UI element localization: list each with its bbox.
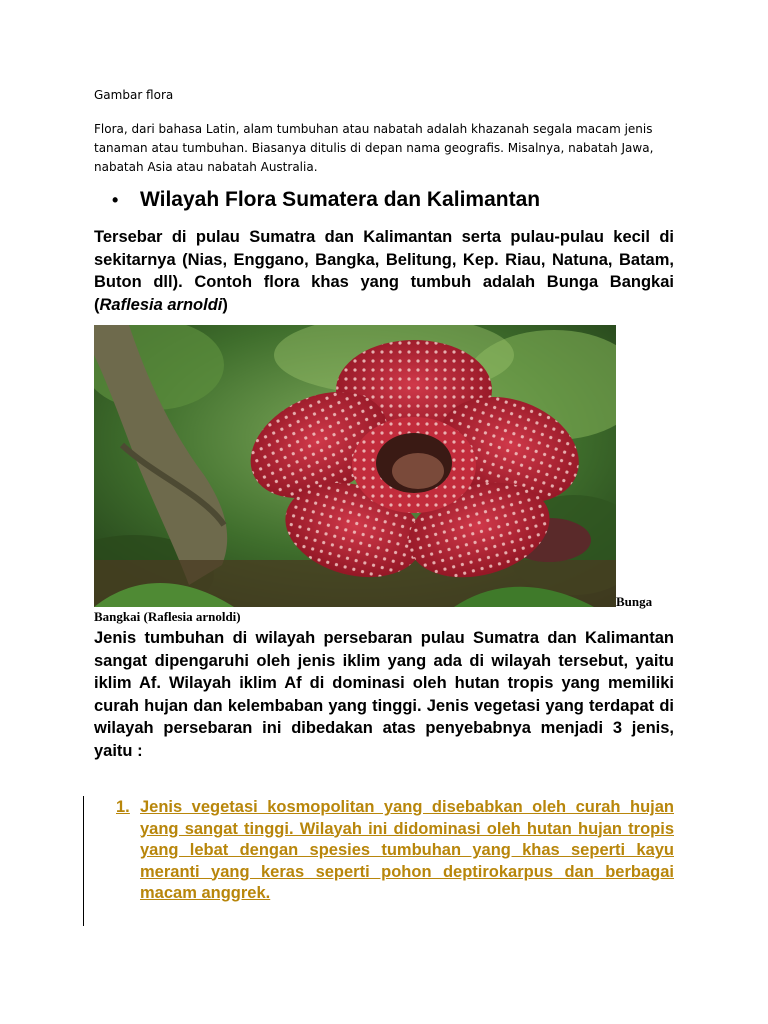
- list-item-text: Jenis vegetasi kosmopolitan yang disebabkan oleh curah hujan yang sangat tinggi. Wilayah ini didominasi oleh hutan hujan tropis yang lebat dengan spesies tumbuhan yang khas seperti kayu meranti yang keras seperti pohon deptirokarpus dan berbagai macam anggrek.: [140, 798, 674, 902]
- rafflesia-photo: [94, 325, 616, 607]
- paragraph-sebaran-text: Tersebar di pulau Sumatra dan Kalimantan serta pulau-pulau kecil di sekitarnya (Nias, Enggano, Bangka, Belitung, Kep. Riau, Natuna, Batam, Buton dll). Contoh flora khas yang tumbuh adalah Bunga Bangkai (: [94, 228, 674, 314]
- list-item: [116, 797, 674, 905]
- left-margin-rule: [83, 796, 84, 926]
- intro-paragraph: Flora, dari bahasa Latin, alam tumbuhan atau nabatah adalah khazanah segala macam jenis tanaman atau tumbuhan. Biasanya ditulis di depan nama geografis. Misalnya, nabatah Jawa, nabatah Asia atau nabatah Australia.: [94, 122, 654, 174]
- section-heading: [112, 188, 692, 212]
- paragraph-iklim: Jenis tumbuhan di wilayah persebaran pulau Sumatra dan Kalimantan sangat dipengaruhi oleh jenis iklim yang ada di wilayah tersebut, yaitu iklim Af. Wilayah iklim Af di dominasi oleh hutan tropis yang memiliki curah hujan dan kelembaban yang tinggi. Jenis vegetasi yang terdapat di wilayah persebaran ini dibedakan atas penyebabnya menjadi 3 jenis, yaitu :: [94, 629, 674, 760]
- bullet-icon: •: [112, 189, 119, 210]
- list-item-number: 1.: [116, 798, 130, 816]
- paragraph-sebaran: [94, 226, 674, 316]
- paragraph-sebaran-end: ): [222, 295, 228, 314]
- section-heading-text: Wilayah Flora Sumatera dan Kalimantan: [140, 188, 541, 211]
- image-caption-part-2: Bangkai (Raflesia arnoldi): [94, 609, 241, 624]
- latin-name: Raflesia arnoldi: [99, 295, 223, 314]
- vegetation-list: [116, 797, 674, 905]
- image-caption-part-1: Bunga: [616, 594, 653, 609]
- caption-gambar-flora: Gambar flora: [94, 88, 174, 102]
